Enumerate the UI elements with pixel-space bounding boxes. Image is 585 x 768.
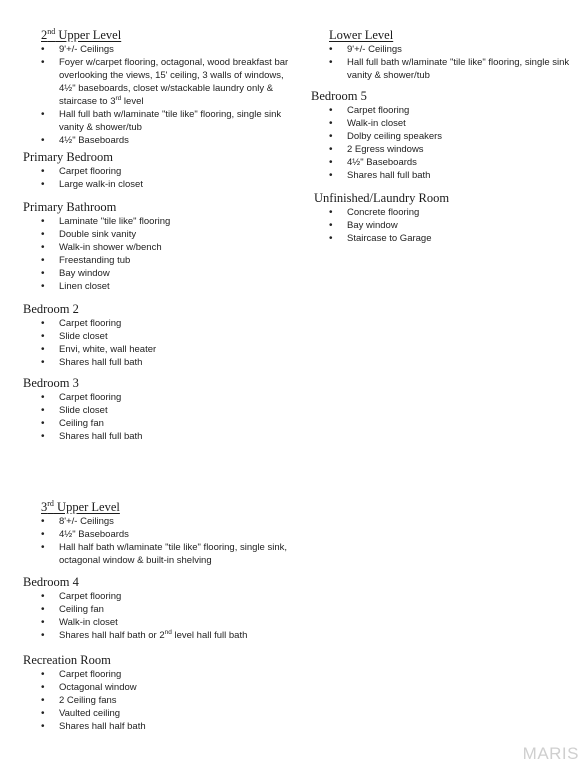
list-item: • Shares hall full bath — [41, 356, 293, 369]
list-item: • 8'+/- Ceilings — [41, 515, 291, 528]
section-bedroom-4 — [23, 575, 293, 642]
list-item: • Ceiling fan — [41, 417, 293, 430]
section-heading: Unfinished/Laundry Room — [314, 191, 450, 205]
section-heading: Bedroom 5 — [311, 89, 367, 103]
list-item: • Large walk-in closet — [41, 178, 293, 191]
list-item: • Carpet flooring — [41, 317, 293, 330]
section-heading: 2nd Upper Level — [41, 26, 122, 42]
list-item: • Hall full bath w/laminate "tile like" flooring, single sink vanity & shower/tub — [41, 108, 291, 134]
section-bedroom-5 — [311, 89, 579, 182]
section-heading: Bedroom 3 — [23, 376, 79, 390]
list-item: • Carpet flooring — [329, 104, 579, 117]
list-item: • Shares hall full bath — [41, 430, 293, 443]
list-item: • Freestanding tub — [41, 254, 293, 267]
section-heading: Bedroom 4 — [23, 575, 79, 589]
list-item: • Laminate "tile like" flooring — [41, 215, 293, 228]
list-item: • Carpet flooring — [41, 391, 293, 404]
list-item: • Walk-in closet — [41, 616, 293, 629]
list-item: • Slide closet — [41, 404, 293, 417]
list-item: • Double sink vanity — [41, 228, 293, 241]
list-item: • Shares hall full bath — [329, 169, 579, 182]
item-list — [41, 215, 293, 293]
item-list — [41, 590, 293, 642]
item-list — [41, 317, 293, 369]
list-item: • 4½" Baseboards — [41, 134, 291, 147]
item-list — [41, 43, 291, 147]
list-item: • Dolby ceiling speakers — [329, 130, 579, 143]
section-primary-bedroom — [23, 150, 293, 191]
list-item: • Bay window — [41, 267, 293, 280]
list-item: • Octagonal window — [41, 681, 293, 694]
section-bedroom-3 — [23, 376, 293, 443]
list-item: • Hall half bath w/laminate "tile like" flooring, single sink, octagonal window & built-in shelving — [41, 541, 291, 567]
list-item: • Bay window — [329, 219, 579, 232]
section-lower-level — [329, 28, 579, 82]
section-heading: Bedroom 2 — [23, 302, 79, 316]
list-item: • 4½" Baseboards — [41, 528, 291, 541]
section-heading: 3rd Upper Level — [41, 498, 120, 514]
item-list — [329, 206, 579, 245]
section-3rd-upper-level — [41, 500, 291, 567]
list-item: • Envi, white, wall heater — [41, 343, 293, 356]
item-list — [41, 515, 291, 567]
item-list — [41, 165, 293, 191]
item-list — [41, 668, 293, 733]
list-item: • Concrete flooring — [329, 206, 579, 219]
section-heading: Lower Level — [329, 28, 394, 42]
list-item: • Hall full bath w/laminate "tile like" flooring, single sink vanity & shower/tub — [329, 56, 579, 82]
maris-watermark: MARIS — [522, 744, 579, 763]
list-item: • Shares hall half bath or 2nd level hall full bath — [41, 629, 293, 642]
section-primary-bathroom — [23, 200, 293, 293]
item-list — [329, 104, 579, 182]
item-list — [329, 43, 579, 82]
section-2nd-upper-level — [41, 28, 291, 147]
list-item: • Vaulted ceiling — [41, 707, 293, 720]
section-recreation-room — [23, 653, 293, 733]
list-item: • Foyer w/carpet flooring, octagonal, wood breakfast bar overlooking the views, 15' ceiling, 3 walls of windows, 4½" baseboards, closet w/stackable laundry only & staircase to 3rd level — [41, 56, 291, 108]
list-item: • 9'+/- Ceilings — [41, 43, 291, 56]
list-item: • 2 Egress windows — [329, 143, 579, 156]
list-item: • Slide closet — [41, 330, 293, 343]
list-item: • 9'+/- Ceilings — [329, 43, 579, 56]
list-item: • Shares hall half bath — [41, 720, 293, 733]
list-item: • Ceiling fan — [41, 603, 293, 616]
list-item: • Staircase to Garage — [329, 232, 579, 245]
list-item: • Linen closet — [41, 280, 293, 293]
list-item: • Walk-in shower w/bench — [41, 241, 293, 254]
section-bedroom-2 — [23, 302, 293, 369]
list-item: • Carpet flooring — [41, 590, 293, 603]
list-item: • Carpet flooring — [41, 165, 293, 178]
list-item: • 2 Ceiling fans — [41, 694, 293, 707]
section-unfinished-laundry-room — [314, 191, 579, 245]
list-item: • 4½" Baseboards — [329, 156, 579, 169]
section-heading: Primary Bathroom — [23, 200, 117, 214]
section-heading: Primary Bedroom — [23, 150, 113, 164]
item-list — [41, 391, 293, 443]
list-item: • Walk-in closet — [329, 117, 579, 130]
section-heading: Recreation Room — [23, 653, 111, 667]
list-item: • Carpet flooring — [41, 668, 293, 681]
